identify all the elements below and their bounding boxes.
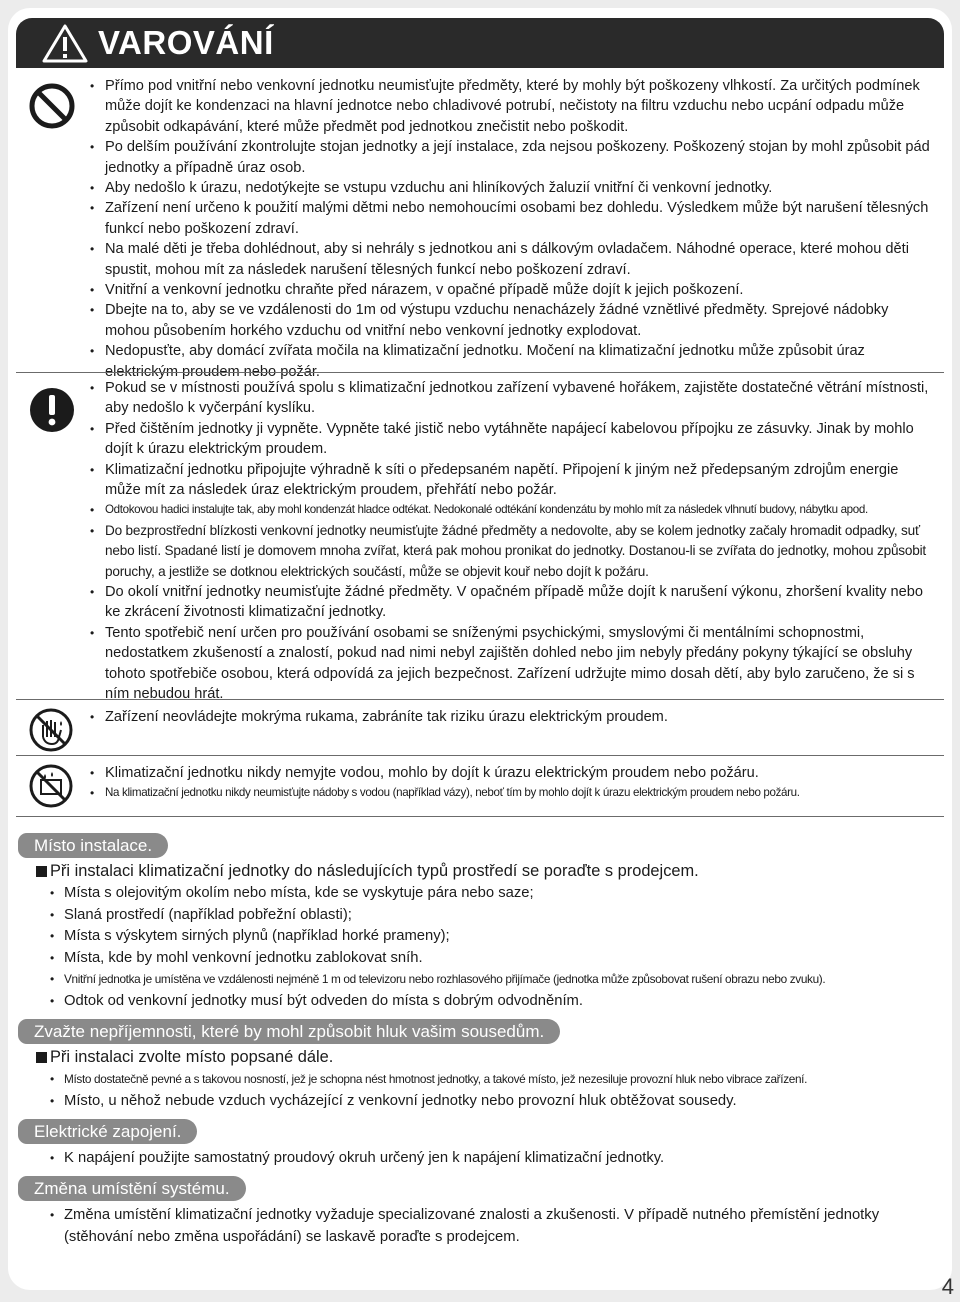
list-item: • Klimatizační jednotku nikdy nemyjte vodou, mohlo by dojít k úrazu elektrickým proudem nebo požáru. [90,763,935,783]
relocation-list [50,1205,900,1248]
square-bullet-icon [36,866,47,877]
section-lead-noise [36,1046,333,1068]
section-title-noise: Zvažte nepříjemnosti, které by mohl způsobit hluk vašim sousedům. [18,1019,560,1044]
prohibited-icon [28,82,76,130]
list-item: • Do bezprostřední blízkosti venkovní jednotky neumisťujte žádné předměty a nedovolte, aby se kolem jednotky začaly hromadit odpadky, suť nebo listí. Spadané listí je domovem mnoha zvířat, která pak mohou pronikat do jednotky. Dostanou-li se zvířata do jednotky, mohou způsobit poruchy, a jestliže se dotknou elektrických součástí, může se objevit kouř nebo dojít k požáru. [90,521,935,582]
warning-header [16,18,944,68]
wet-hands-list [90,707,935,727]
installation-list [50,883,940,1012]
list-item: • K napájení použijte samostatný proudový okruh určený jen k napájení klimatizační jednotky. [50,1148,940,1170]
mandatory-list [90,378,935,705]
list-item: • Pokud se v místnosti používá spolu s klimatizační jednotkou zařízení vybavené hořákem, zajistěte dostatečné větrání místnosti, aby nedošlo k vyčerpání kyslíku. [90,378,935,419]
list-item: • Dbejte na to, aby se ve vzdálenosti do 1m od výstupu vzduchu nenacházely žádné vznětlivé předměty. Sprejové nádobky mohou působením horkého vzduchu od vnitřní nebo venkovní jednotky explodovat. [90,300,935,341]
list-item: • Do okolí vnitřní jednotky neumisťujte žádné předměty. V opačném případě může dojít k narušení výkonu, zhoršení kvality nebo ke zkrácení životnosti klimatizační jednotky. [90,582,935,623]
square-bullet-icon [36,1052,47,1063]
list-item: • Místa s výskytem sirných plynů (například horké prameny); [50,926,940,948]
list-item: • Po delším používání zkontrolujte stojan jednotky a její instalace, zda nejsou poškozeny. Poškozený stojan by mohl způsobit pád jednotky a případně úraz osob. [90,137,935,178]
list-item: • Zařízení neovládejte mokrýma rukama, zabráníte tak riziku úrazu elektrickým proudem. [90,707,935,727]
list-item: • Odtokovou hadici instalujte tak, aby mohl kondenzát hladce odtékat. Nedokonalé odtékání kondenzátu by mohlo mít za následek vlhnutí budovy, nábytku apod. [90,500,935,520]
list-item: • Odtok od venkovní jednotky musí být odveden do místa s dobrým odvodněním. [50,991,940,1013]
electrical-list [50,1148,940,1170]
water-list [90,763,935,804]
list-item: • Na malé děti je třeba dohlédnout, aby si nehrály s jednotkou ani s dálkovým ovladačem. Náhodné operace, které mohou děti spustit, mohou mít za následek narušení tělesných funkcí nebo poškození zdraví. [90,239,935,280]
divider [16,372,944,373]
divider [16,755,944,756]
divider [16,699,944,700]
lead-text: Při instalaci klimatizační jednotky do následujících typů prostředí se poraďte s prodejcem. [50,862,699,880]
exclamation-icon [28,386,76,434]
warning-title: VAROVÁNÍ [98,24,274,61]
noise-list [50,1069,940,1112]
list-item: • Aby nedošlo k úrazu, nedotýkejte se vstupu vzduchu ani hliníkových žaluzií vnitřní či venkovní jednotky. [90,178,935,198]
section-lead-installation [36,860,699,882]
list-item: • Místo dostatečně pevné a s takovou nosností, jež je schopna nést hmotnost jednotky, a takové místo, jež nezesiluje provozní hluk nebo vibrace zařízení. [50,1069,940,1091]
list-item: • Vnitřní jednotka je umístěna ve vzdálenosti nejméně 1 m od televizoru nebo rozhlasového přijímače (jednotka může způsobovat rušení obrazu nebo zvuku). [50,969,940,991]
list-item: • Zařízení není určeno k použití malými dětmi nebo nemohoucími osobami bez dohledu. Výsledkem může být narušení tělesných funkcí nebo poškození zdraví. [90,198,935,239]
list-item: • Místo, u něhož nebude vzduch vycházející z venkovní jednotky nebo provozní hluk obtěžovat sousedy. [50,1091,940,1113]
list-item: • Před čištěním jednotky ji vypněte. Vypněte také jistič nebo vytáhněte napájecí kabelovou přípojku ze zásuvky. Jinak by mohlo dojít k úrazu elektrickým proudem. [90,419,935,460]
prohibited-list [90,76,935,382]
lead-text: Při instalaci zvolte místo popsané dále. [50,1048,334,1066]
list-item: • Místa, kde by mohl venkovní jednotku zablokovat sníh. [50,948,940,970]
list-item: • Vnitřní a venkovní jednotku chraňte před nárazem, v opačné případě může dojít k jejich poškození. [90,280,935,300]
section-title-electrical: Elektrické zapojení. [18,1119,197,1144]
no-wet-hands-icon [28,707,74,753]
list-item: • Nedopusťte, aby domácí zvířata močila na klimatizační jednotku. Močení na klimatizační jednotku může způsobit úraz elektrickým proudem nebo požár. [90,341,935,382]
list-item: • Přímo pod vnitřní nebo venkovní jednotku neumisťujte předměty, které by mohly být poškozeny vlhkostí. Za určitých podmínek může dojít ke kondenzaci na hlavní jednotce nebo chladivové potrubí, nečistoty na filtru vzduchu nebo ucpání odpadu může způsobit odkapávání, které může předmět pod jednotkou znečistit nebo poškodit. [90,76,935,137]
section-title-installation: Místo instalace. [18,833,168,858]
list-item: • Místa s olejovitým okolím nebo místa, kde se vyskytuje pára nebo saze; [50,883,940,905]
page-number: 4 [941,1274,954,1299]
warning-triangle-icon [42,23,88,63]
list-item: • Klimatizační jednotku připojujte výhradně k síti o předepsaném napětí. Připojení k jiným než předepsaným zdrojům energie může mít za následek úraz elektrickým proudem, přehřátí nebo požár. [90,460,935,501]
section-title-relocation: Změna umístění systému. [18,1176,246,1201]
list-item: • Slaná prostředí (například pobřežní oblasti); [50,905,940,927]
list-item: • Změna umístění klimatizační jednotky vyžaduje specializované znalosti a zkušenosti. V případě nutného přemístění jednotky (stěhování nebo změna uspořádání) se laskavě poraďte s prodejcem. [50,1205,900,1248]
divider [16,816,944,817]
list-item: • Tento spotřebič není určen pro používání osobami se sníženými psychickými, smyslovými či mentálními schopnostmi, nedostatkem zkušeností a znalostí, pokud nad nimi nebyl zajištěn dohled nebo jim nebyly předány pokyny týkající se obsluhy tohoto spotřebiče osobou, která odpovídá za jejich bezpečnost. Zařízení udržujte mimo dosah dětí, aby bylo zaručeno, že si s ním nebudou hrát. [90,623,935,705]
no-water-icon [28,763,74,809]
list-item: • Na klimatizační jednotku nikdy neumisťujte nádoby s vodou (například vázy), neboť tím by mohlo dojít k úrazu elektrickým proudem nebo požáru. [90,783,935,803]
